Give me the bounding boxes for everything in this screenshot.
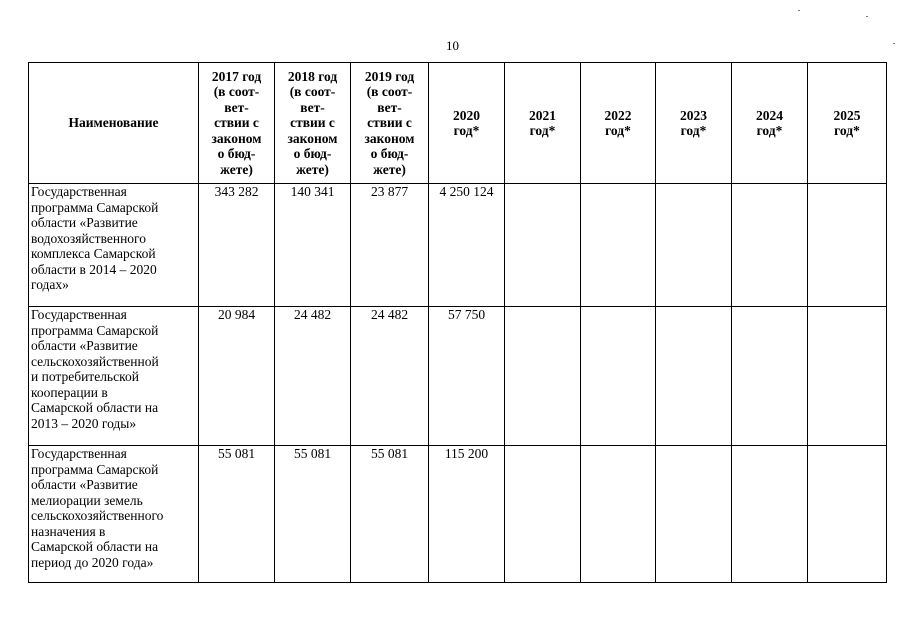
- header-2021: 2021 год*: [505, 63, 581, 184]
- value-2025: [808, 307, 887, 446]
- value-2018: 140 341: [275, 184, 351, 307]
- value-2020: 57 750: [429, 307, 505, 446]
- value-2021: [505, 307, 581, 446]
- value-2023: [656, 307, 732, 446]
- scan-speck: [798, 10, 800, 11]
- value-2017: 343 282: [199, 184, 275, 307]
- value-2022: [581, 446, 656, 583]
- value-2022: [581, 184, 656, 307]
- value-2021: [505, 446, 581, 583]
- value-2023: [656, 446, 732, 583]
- header-2017: 2017 год (в соот- вет- ствии с законом о бюд- жете): [199, 63, 275, 184]
- value-2018: 55 081: [275, 446, 351, 583]
- header-row: [29, 63, 887, 184]
- budget-table: [28, 62, 887, 583]
- table-row: [29, 446, 887, 583]
- header-2018: 2018 год (в соот- вет- ствии с законом о бюд- жете): [275, 63, 351, 184]
- value-2017: 55 081: [199, 446, 275, 583]
- page-number: 10: [446, 38, 459, 53]
- header-2019: 2019 год (в соот- вет- ствии с законом о бюд- жете): [351, 63, 429, 184]
- header-2025: 2025 год*: [808, 63, 887, 184]
- value-2020: 115 200: [429, 446, 505, 583]
- header-2022: 2022 год*: [581, 63, 656, 184]
- scan-speck: [893, 43, 895, 44]
- value-2024: [732, 184, 808, 307]
- table-row: [29, 184, 887, 307]
- value-2024: [732, 446, 808, 583]
- header-name: Наименование: [29, 63, 199, 184]
- value-2025: [808, 184, 887, 307]
- program-name: Государственная программа Самарской области «Развитие водохозяйственного комплекса Самарской области в 2014 – 2020 годах»: [29, 184, 199, 307]
- value-2019: 24 482: [351, 307, 429, 446]
- program-name: Государственная программа Самарской области «Развитие сельскохозяйственной и потребительской кооперации в Самарской области на 2013 – 2020 годы»: [29, 307, 199, 446]
- header-2023: 2023 год*: [656, 63, 732, 184]
- value-2017: 20 984: [199, 307, 275, 446]
- value-2022: [581, 307, 656, 446]
- value-2021: [505, 184, 581, 307]
- header-2024: 2024 год*: [732, 63, 808, 184]
- program-name: Государственная программа Самарской области «Развитие мелиорации земель сельскохозяйственного назначения в Самарской области на период до 2020 года»: [29, 446, 199, 583]
- value-2020: 4 250 124: [429, 184, 505, 307]
- value-2019: 55 081: [351, 446, 429, 583]
- value-2024: [732, 307, 808, 446]
- value-2018: 24 482: [275, 307, 351, 446]
- value-2025: [808, 446, 887, 583]
- value-2019: 23 877: [351, 184, 429, 307]
- value-2023: [656, 184, 732, 307]
- scan-speck: [866, 16, 868, 17]
- header-2020: 2020 год*: [429, 63, 505, 184]
- table-row: [29, 307, 887, 446]
